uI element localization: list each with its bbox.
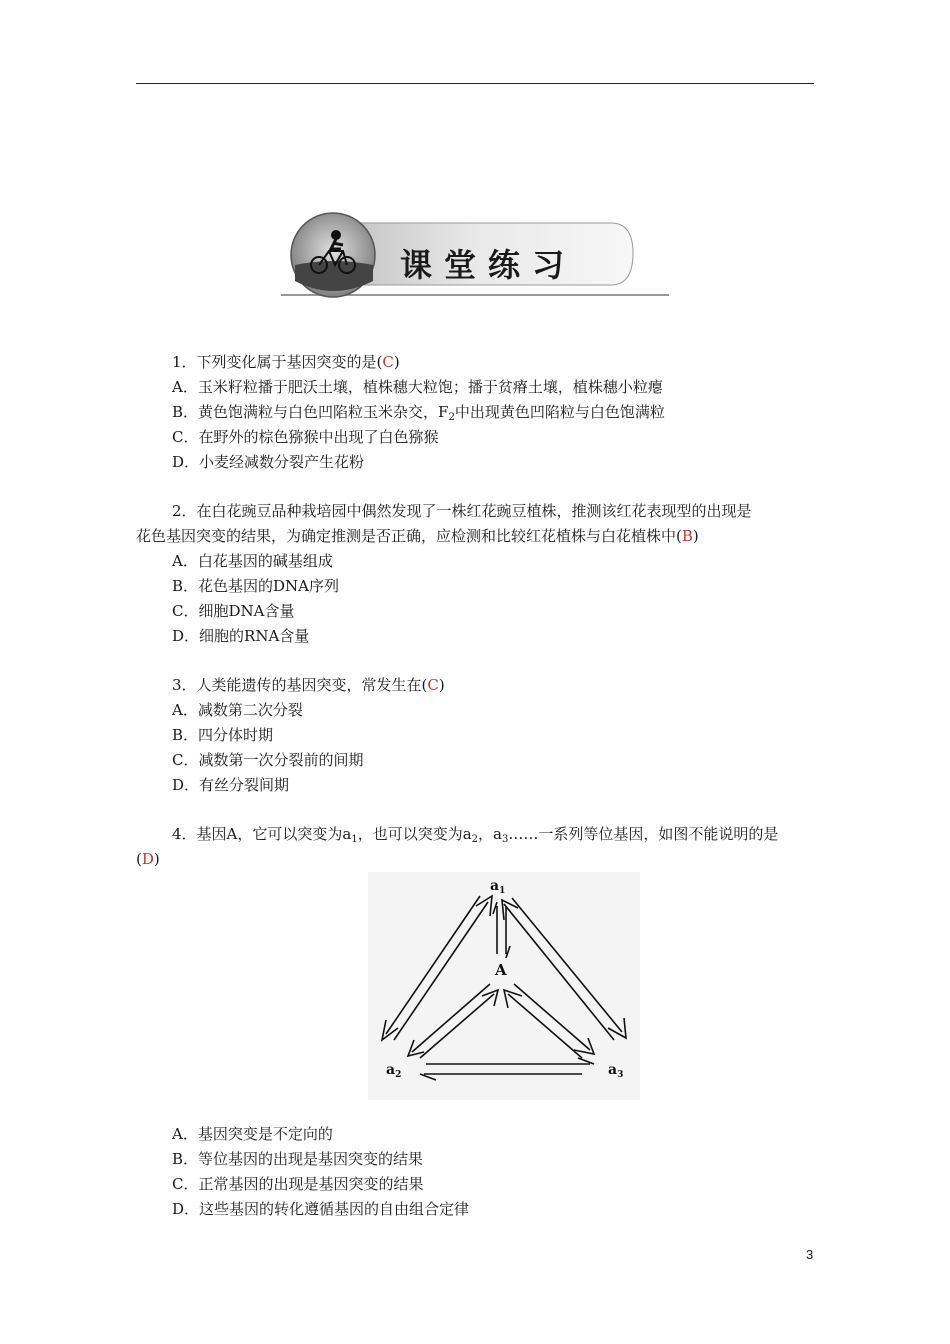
question-4-option-b: B．等位基因的出现是基因突变的结果 [172, 1150, 424, 1168]
page-number: 3 [806, 1247, 814, 1262]
answer-3: C [427, 676, 439, 694]
question-3-option-b: B．四分体时期 [172, 726, 274, 744]
question-1-option-d: D．小麦经减数分裂产生花粉 [172, 453, 365, 471]
label-a2: $a_2$ [386, 1062, 402, 1080]
label-a3: $a_3$ [608, 1062, 624, 1080]
question-4-stem-line1: 4．基因A，它可以突变为$a_1$，也可以突变为$a_2$，$a_3\dots\dots$一系列等位基因，如图不能说明的是 [172, 825, 779, 845]
question-4-stem-line2: (D) [136, 850, 160, 868]
section-title: 课堂练习 [400, 246, 577, 284]
answer-4: D [141, 850, 154, 868]
question-3-stem: 3．人类能遗传的基因突变，常发生在(C) [172, 676, 445, 694]
question-2-option-a: A．白花基因的碱基组成 [172, 552, 333, 570]
question-4-option-d: D．这些基因的转化遵循基因的自由组合定律 [172, 1200, 470, 1218]
question-4-option-c: C．正常基因的出现是基因突变的结果 [172, 1175, 424, 1193]
question-1-option-a: A．玉米籽粒播于肥沃土壤，植株穗大粒饱；播于贫瘠土壤，植株穗小粒瘪 [172, 378, 663, 396]
label-a1: $a_1$ [490, 878, 506, 896]
question-1-stem: 1．下列变化属于基因突变的是(C) [172, 353, 400, 371]
question-1-option-b: B．黄色饱满粒与白色凹陷粒玉米杂交，$F_2$中出现黄色凹陷粒与白色饱满粒 [172, 403, 665, 423]
answer-1: C [382, 353, 394, 371]
question-2-stem-line1: 2．在白花豌豆品种栽培园中偶然发现了一株红花豌豆植株，推测该红花表现型的出现是 [172, 502, 752, 520]
question-3-option-a: A．减数第二次分裂 [172, 701, 303, 719]
question-2-stem-line2: 花色基因突变的结果，为确定推测是否正确，应检测和比较红花植株与白花植株中(B) [136, 527, 699, 545]
allele-mutation-diagram [368, 872, 640, 1100]
question-3-option-d: D．有丝分裂间期 [172, 776, 290, 794]
label-a: A [495, 961, 507, 979]
question-2-option-b: B．花色基因的DNA序列 [172, 577, 340, 595]
question-2-option-d: D．细胞的RNA含量 [172, 627, 310, 645]
header-rule [136, 83, 814, 84]
question-1-option-c: C．在野外的棕色猕猴中出现了白色猕猴 [172, 428, 439, 446]
answer-2: B [681, 527, 693, 545]
question-3-option-c: C．减数第一次分裂前的间期 [172, 751, 364, 769]
question-4-option-a: A．基因突变是不定向的 [172, 1125, 333, 1143]
question-2-option-c: C．细胞DNA含量 [172, 602, 295, 620]
